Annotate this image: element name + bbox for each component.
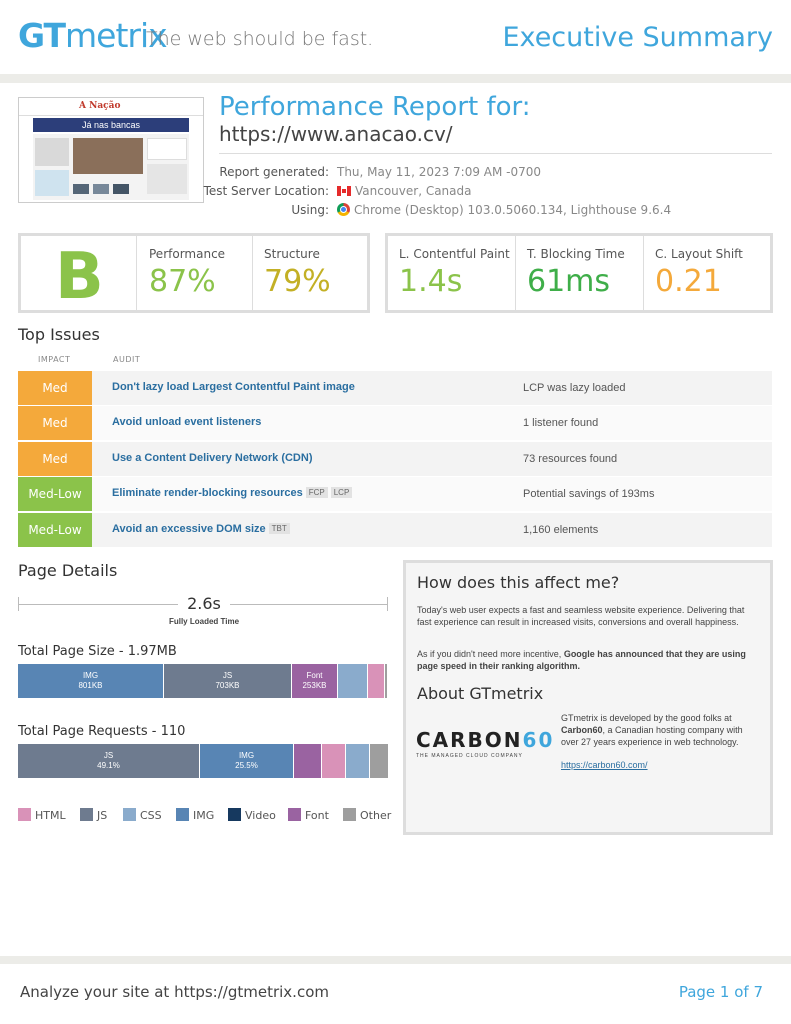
audit-result: 1 listener found [523, 417, 599, 429]
about-title: About GTmetrix [417, 684, 544, 703]
performance-metric [138, 236, 252, 310]
affect-paragraph-bold: Google has announced that they are using page speed in their ranking algorithm. [417, 649, 746, 671]
screenshot-block [147, 164, 187, 194]
screenshot-block [35, 138, 69, 166]
bar-segment-other [385, 664, 387, 698]
meta-server [203, 184, 779, 202]
legend-item-video [228, 808, 276, 822]
audit-result: 1,160 elements [523, 524, 599, 536]
structure-metric [253, 236, 367, 310]
segment-type: Font [306, 671, 323, 680]
legend-item-font [288, 808, 329, 822]
metric-value: 0.21 [655, 264, 722, 299]
site-screenshot [18, 97, 204, 203]
page-size-bar [18, 664, 388, 698]
metric-label: Performance [149, 247, 226, 261]
screenshot-body [33, 134, 189, 200]
fully-loaded-tick [18, 597, 19, 611]
impact-column-header: IMPACT [38, 355, 71, 364]
legend-label: Other [360, 809, 392, 822]
issue-row[interactable] [18, 513, 772, 547]
audit-column-header: AUDIT [113, 355, 141, 364]
footer-analyze-text[interactable]: Analyze your site at https://gtmetrix.com [20, 983, 329, 1001]
legend-swatch [176, 808, 189, 821]
legend-label: CSS [140, 809, 162, 822]
screenshot-block [35, 170, 69, 196]
audit-result: 73 resources found [523, 453, 618, 465]
audit-result: Potential savings of 193ms [523, 488, 655, 500]
carbon60-link[interactable]: https://carbon60.com/ [561, 760, 648, 770]
impact-badge: Med [18, 442, 92, 476]
bar-segment-css [346, 744, 369, 778]
segment-type: JS [222, 671, 233, 680]
screenshot-banner: Já nas bancas [33, 118, 189, 132]
page-header [0, 0, 791, 76]
page-requests-title: Total Page Requests - 110 [18, 724, 186, 739]
metric-label: C. Layout Shift [655, 247, 743, 261]
legend-item-other [343, 808, 391, 822]
issue-row[interactable] [18, 477, 772, 511]
legend-label: JS [97, 809, 108, 822]
screenshot-block [73, 184, 89, 194]
affect-paragraph-2 [417, 648, 757, 672]
meta-using [219, 203, 779, 221]
metric-value: 61ms [527, 264, 611, 299]
affect-title: How does this affect me? [417, 573, 620, 592]
about-text [561, 712, 761, 748]
metric-tag: TBT [269, 523, 290, 534]
legend-label: HTML [35, 809, 66, 822]
issue-row[interactable] [18, 442, 772, 476]
bar-segment-js [18, 744, 199, 778]
bar-segment-label [18, 744, 199, 771]
issue-row[interactable] [18, 371, 772, 405]
canada-flag-icon [337, 186, 351, 196]
carbon60-logo [416, 728, 556, 762]
cls-metric [644, 236, 770, 310]
section-title: Executive Summary [502, 22, 773, 53]
fully-loaded-value: 2.6s [178, 594, 230, 616]
page-number: Page 1 of 7 [678, 983, 763, 1001]
meta-value: Thu, May 11, 2023 7:09 AM -0700 [337, 165, 542, 179]
fully-loaded-label: Fully Loaded Time [168, 617, 240, 626]
metric-label: T. Blocking Time [527, 247, 625, 261]
bar-segment-font [292, 664, 337, 698]
legend-item-js [80, 808, 107, 822]
audit-title-text: Eliminate render-blocking resources [112, 487, 303, 499]
screenshot-site-logo: A Nação [79, 101, 121, 111]
about-text-2: , a Canadian hosting company with over 27 years experience in web technology. [561, 725, 743, 747]
meta-label: Using: [291, 203, 329, 217]
audit-title[interactable] [112, 523, 290, 535]
legend-swatch [123, 808, 136, 821]
meta-value: Vancouver, Canada [355, 184, 472, 198]
segment-value: 253KB [302, 681, 327, 690]
fully-loaded-tick [387, 597, 388, 611]
audit-title[interactable] [112, 452, 313, 464]
tagline: The web should be fast. [146, 28, 374, 50]
header-divider [0, 74, 791, 83]
bar-segment-font [294, 744, 321, 778]
audit-result: LCP was lazy loaded [523, 382, 626, 394]
logo-gt: GT [18, 16, 66, 55]
legend-swatch [288, 808, 301, 821]
bar-segment-html [368, 664, 384, 698]
affect-paragraph-text: As if you didn't need more incentive, [417, 649, 564, 659]
legend-swatch [80, 808, 93, 821]
footer-divider [0, 956, 791, 964]
meta-value-wrap [337, 203, 671, 217]
segment-value: 25.5% [235, 761, 258, 770]
legend-item-html [18, 808, 66, 822]
bar-segment-img [200, 744, 293, 778]
info-panel [403, 560, 773, 835]
top-issues-title: Top Issues [18, 325, 100, 344]
legend-swatch [343, 808, 356, 821]
metric-label: Structure [264, 247, 320, 261]
audit-title[interactable] [112, 487, 352, 499]
metric-tag: LCP [331, 487, 353, 498]
audit-title-text: Avoid an excessive DOM size [112, 523, 266, 535]
web-vitals-box [385, 233, 773, 313]
meta-generated [219, 165, 779, 183]
legend-item-css [123, 808, 162, 822]
screenshot-block [93, 184, 109, 194]
report-divider [219, 153, 772, 154]
screenshot-block [147, 138, 187, 160]
impact-badge: Med [18, 371, 92, 405]
legend-label: IMG [193, 809, 215, 822]
impact-badge: Med-Low [18, 477, 92, 511]
bar-segment-label [18, 664, 163, 691]
chrome-icon [337, 203, 350, 216]
bar-segment-label [200, 744, 293, 771]
bar-segment-js [164, 664, 291, 698]
page-size-title: Total Page Size - 1.97MB [18, 644, 177, 659]
carbon60-wordmark [416, 728, 556, 752]
report-title: Performance Report for: [219, 92, 531, 122]
bar-segment-label [164, 664, 291, 691]
bar-segment-label [292, 664, 337, 691]
screenshot-block [73, 138, 143, 174]
affect-paragraph: Today's web user expects a fast and seamless website experience. Delivering that fast experience can result in increased visits, conversions and overall happiness. [417, 605, 745, 627]
segment-value: 49.1% [97, 761, 120, 770]
tbt-metric [516, 236, 643, 310]
audit-title-text: Use a Content Delivery Network (CDN) [112, 452, 313, 464]
meta-value-wrap [337, 184, 472, 198]
audit-title[interactable] [112, 381, 355, 393]
impact-badge: Med-Low [18, 513, 92, 547]
lcp-metric [388, 236, 515, 310]
segment-value: 703KB [215, 681, 240, 690]
meta-value: Chrome (Desktop) 103.0.5060.134, Lighthouse 9.6.4 [354, 203, 672, 217]
legend-label: Font [305, 809, 329, 822]
meta-label: Report generated: [219, 165, 329, 179]
segment-type: JS [103, 751, 114, 760]
gtmetrix-grade-box [18, 233, 370, 313]
metric-value: 79% [264, 264, 331, 299]
metric-value: 1.4s [399, 264, 463, 299]
bar-segment-html [322, 744, 345, 778]
segment-type: IMG [82, 671, 99, 680]
carbon-number: 60 [522, 728, 555, 752]
grade [21, 236, 137, 314]
page-requests-bar [18, 744, 388, 778]
impact-badge: Med [18, 406, 92, 440]
legend-label: Video [245, 809, 276, 822]
issue-row[interactable] [18, 406, 772, 440]
legend-swatch [18, 808, 31, 821]
carbon60-subtitle: THE MANAGED CLOUD COMPANY [416, 753, 523, 759]
page-details-title: Page Details [18, 561, 118, 580]
metric-tag: FCP [306, 487, 328, 498]
bar-segment-other [370, 744, 388, 778]
logo-metrix: metrix [65, 16, 167, 55]
segment-value: 801KB [78, 681, 103, 690]
bar-segment-css [338, 664, 367, 698]
carbon-word: CARBON [416, 728, 523, 752]
grade-letter: B [55, 240, 104, 314]
screenshot-header [19, 98, 203, 116]
bar-segment-img [18, 664, 163, 698]
legend-item-img [176, 808, 214, 822]
audit-title[interactable] [112, 416, 261, 428]
gtmetrix-logo[interactable] [18, 16, 167, 55]
meta-label: Test Server Location: [203, 184, 329, 198]
about-text-bold: Carbon60 [561, 725, 603, 735]
metric-label: L. Contentful Paint [399, 247, 510, 261]
audit-title-text: Don't lazy load Largest Contentful Paint image [112, 381, 355, 393]
screenshot-block [113, 184, 129, 194]
about-text-1: GTmetrix is developed by the good folks at [561, 713, 732, 723]
metric-value: 87% [149, 264, 216, 299]
report-url[interactable]: https://www.anacao.cv/ [219, 122, 453, 146]
segment-type: IMG [238, 751, 255, 760]
legend-swatch [228, 808, 241, 821]
audit-title-text: Avoid unload event listeners [112, 416, 262, 428]
